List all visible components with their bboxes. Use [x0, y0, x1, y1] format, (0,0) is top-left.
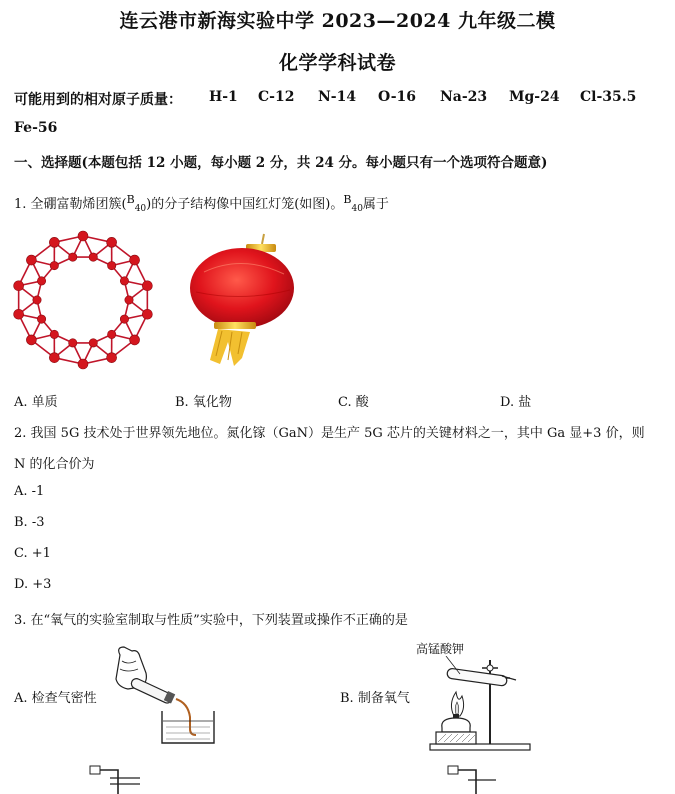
reagent-label: 高锰酸钾: [416, 642, 465, 656]
q1-mid: )的分子结构像中国红灯笼(如图)。: [146, 197, 344, 212]
q3-stem: 3. 在“氧气的实验室制取与性质”实验中，下列装置或操作不正确的是: [14, 613, 408, 628]
atomic-mass-label: 可能用到的相对原子质量：: [14, 92, 182, 108]
oxygen-generation-apparatus-figure: [420, 656, 540, 756]
q1-formula-sub: 40: [134, 204, 147, 214]
q2-stem-line1: 2. 我国 5G 技术处于世界领先地位。氮化镓（GaN）是生产 5G 芯片的关键材料之一，其中 Ga 显+3 价，则: [14, 426, 645, 441]
atomic-mass-na: Na-23: [440, 89, 488, 105]
q1-option-b[interactable]: B. 氧化物: [175, 395, 232, 410]
q1-suffix: 属于: [362, 197, 389, 212]
exam-subtitle: 化学学科试卷: [278, 52, 396, 74]
exam-title: 连云港市新海实验中学 2023—2024 九年级二模: [119, 10, 556, 32]
q1-formula-letter: B: [126, 193, 135, 206]
red-lantern-figure: [184, 232, 304, 372]
atomic-mass-fe: Fe-56: [14, 120, 58, 136]
q1-formula-sub-2: 40: [351, 204, 363, 214]
atomic-mass-c: C-12: [258, 89, 295, 105]
option-c-apparatus-partial: [88, 764, 148, 794]
q2-option-d[interactable]: D. +3: [14, 577, 52, 592]
section-heading: 一、选择题(本题包括 12 小题，每小题 2 分，共 24 分。每小题只有一个选项符合题意): [14, 155, 548, 171]
q3-option-a[interactable]: A. 检查气密性: [14, 691, 97, 706]
q2-option-a[interactable]: A. -1: [14, 484, 45, 499]
q2-option-b[interactable]: B. -3: [14, 515, 45, 530]
atomic-mass-cl: Cl-35.5: [580, 89, 637, 105]
q1-option-a[interactable]: A. 单质: [14, 395, 58, 410]
atomic-mass-h: H-1: [209, 89, 238, 105]
q1-option-c[interactable]: C. 酸: [338, 395, 369, 410]
q1-stem: [14, 193, 389, 214]
q3-option-b[interactable]: B. 制备氧气: [340, 691, 410, 706]
q1-prefix: 1. 全硼富勒烯团簇(: [14, 197, 127, 212]
q2-stem-line2: N 的化合价为: [14, 457, 95, 472]
atomic-mass-mg: Mg-24: [509, 89, 560, 105]
q1-formula-letter-2: B: [343, 193, 352, 206]
atomic-mass-n: N-14: [318, 89, 357, 105]
q2-option-c[interactable]: C. +1: [14, 546, 51, 561]
atomic-mass-o: O-16: [378, 89, 417, 105]
b40-molecule-figure: [8, 225, 158, 375]
airtightness-apparatus-figure: [106, 643, 216, 748]
q1-option-d[interactable]: D. 盐: [500, 395, 532, 410]
option-d-apparatus-partial: [446, 764, 506, 794]
